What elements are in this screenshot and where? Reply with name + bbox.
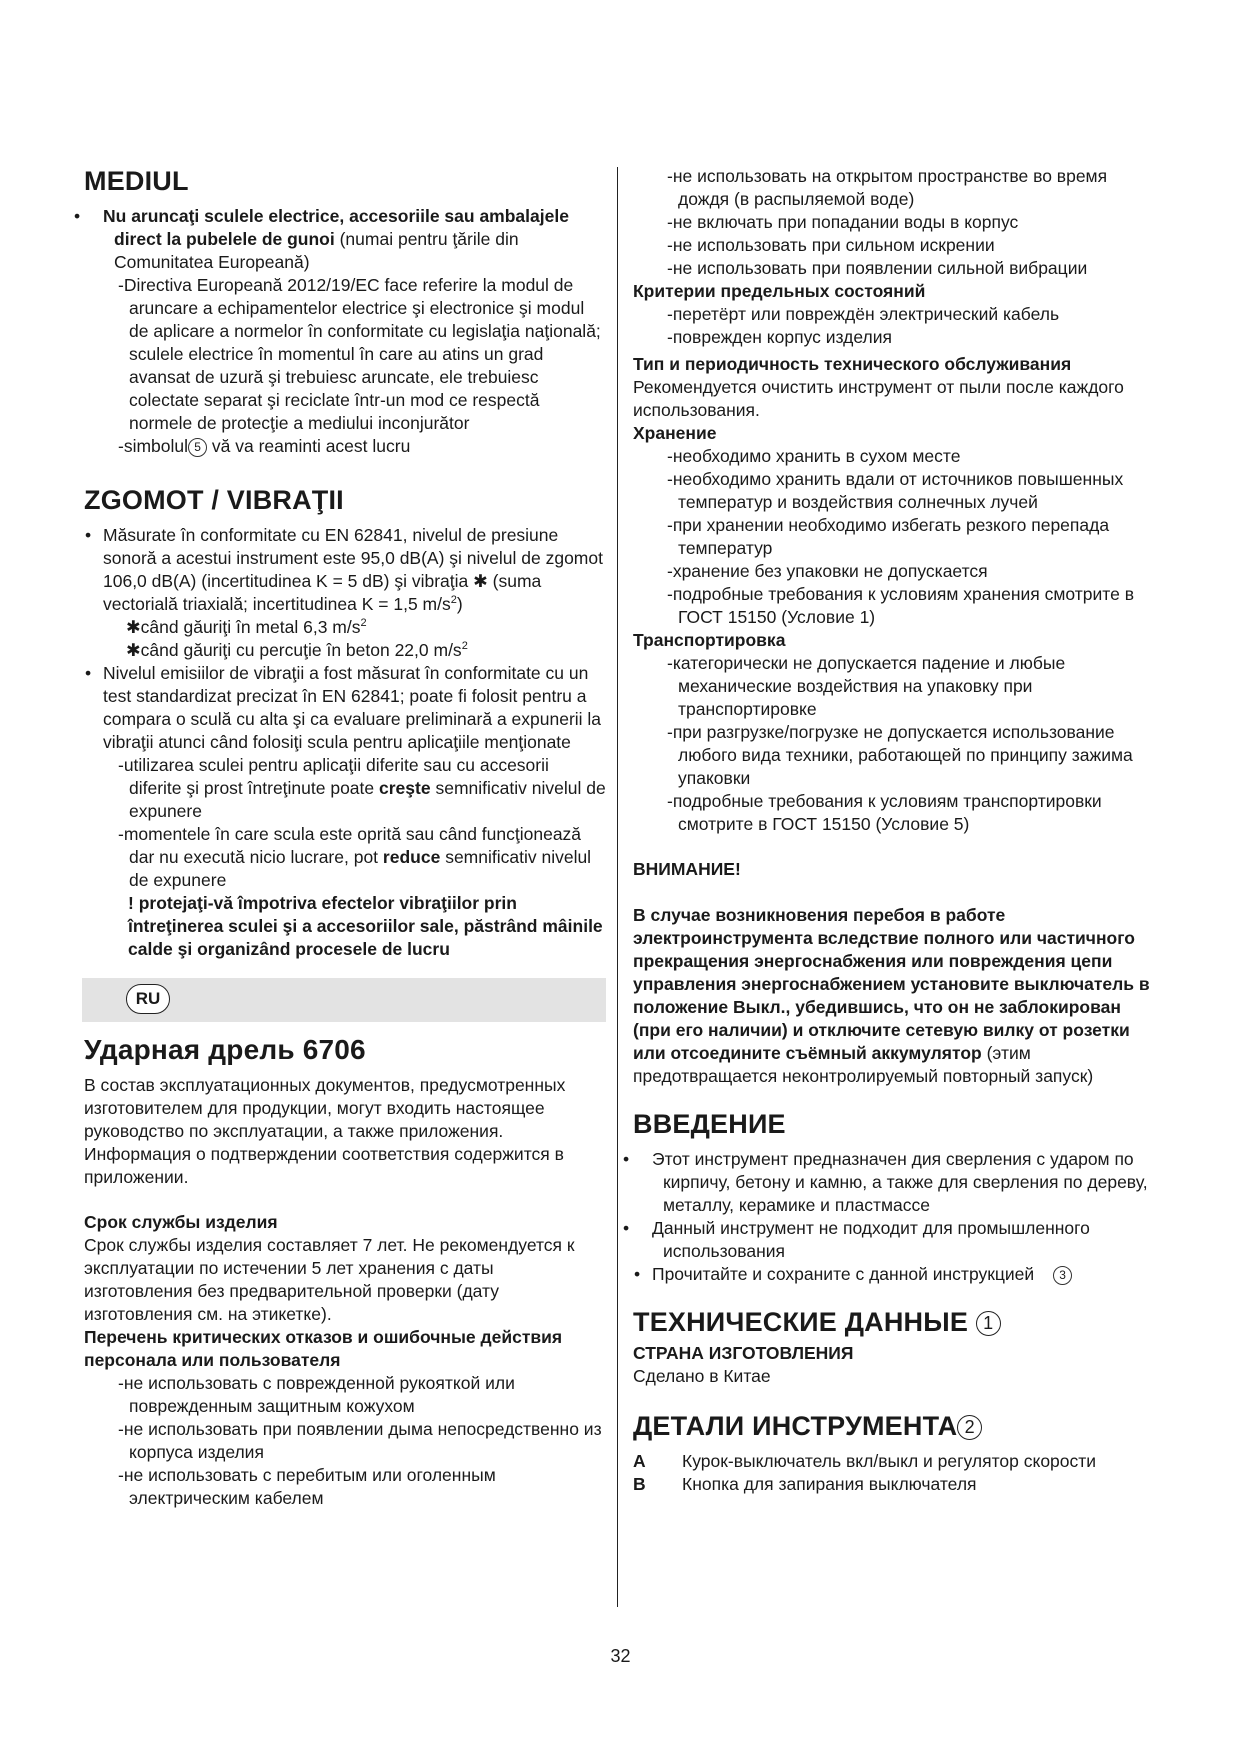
- mediul-bullet: [84, 205, 606, 274]
- part-row: [633, 1450, 1158, 1473]
- vibration-metal-text: ✱când găuriţi în metal 6,3 m/s: [126, 617, 361, 637]
- storage-heading: Хранение: [633, 423, 717, 443]
- failure-item-5: -не включать при попадании воды в корпус: [667, 212, 1019, 232]
- maintenance-text: Рекомендуется очистить инструмент от пыли после каждого использования.: [633, 377, 1124, 420]
- failure-item-2: -не использовать при появлении дыма непосредственно из корпуса изделия: [118, 1419, 602, 1462]
- mediul-bullet-note: (numai pentru ţările din Comunitatea Europeană): [114, 229, 519, 272]
- limit-states-heading: Критерии предельных состояний: [633, 281, 926, 301]
- storage-item-2: -необходимо хранить вдали от источников повышенных температур и воздействия солнечных лучей: [667, 469, 1124, 512]
- storage-item-3: -при хранении необходимо избегать резкого перепада температур: [667, 515, 1110, 558]
- mediul-symbol-line: [84, 435, 606, 458]
- language-bar: [82, 978, 606, 1022]
- country-text: Сделано в Китае: [633, 1366, 771, 1386]
- intro-bullet-2: • Данный инструмент не подходит для промышленного использования: [633, 1217, 1158, 1263]
- zgomot-sub-2-bold: reduce: [382, 847, 441, 867]
- transport-item-2: -при разгрузке/погрузке не допускается использование любого вида техники, работающей по принципу зажима упаковки: [667, 722, 1133, 788]
- mediul-bullet-bold: Nu aruncaţi sculele electrice, accesoriile sau ambalajele direct la pubelele de gunoi: [103, 206, 569, 249]
- country-heading: СТРАНА ИЗГОТОВЛЕНИЯ: [633, 1343, 854, 1363]
- intro-bullet-3: [633, 1263, 1158, 1286]
- transport-item-3: -подробные требования к условиям транспортировки смотрите в ГОСТ 15150 (Условие 5): [667, 791, 1102, 834]
- vibration-concrete-text: ✱când găuriţi cu percuţie în beton 22,0 m/s: [126, 640, 462, 660]
- right-column: [633, 165, 1158, 1496]
- left-column: [84, 165, 606, 1510]
- part-letter: B: [633, 1474, 646, 1494]
- zgomot-sub-1: [84, 754, 606, 823]
- transport-heading: Транспортировка: [633, 630, 786, 650]
- page-number: 32: [610, 1646, 631, 1666]
- part-row: [633, 1473, 1158, 1496]
- part-description: Кнопка для запирания выключателя: [682, 1474, 977, 1494]
- intro-title: ВВЕДЕНИЕ: [633, 1109, 786, 1139]
- intro-bullet-3-text: Прочитайте и сохраните с данной инструкцией: [652, 1264, 1035, 1284]
- attention-note: (этим предотвращается неконтролируемый повторный запуск): [633, 1043, 1094, 1086]
- zgomot-sub-2-text: -momentele în care scula este oprită sau când funcţionează dar nu execută nicio lucrare, pot: [118, 824, 582, 867]
- tech-data-title-text: ТЕХНИЧЕСКИЕ ДАННЫЕ: [633, 1307, 969, 1337]
- attention-paragraph: [633, 904, 1158, 1088]
- tech-data-title: [633, 1306, 1158, 1338]
- vibration-warning: ! protejaţi-vă împotriva efectelor vibraţiilor prin întreţinerea sculei şi a accesoriilor sale, păstrând mâinile calde şi organizând procesele de lucru: [128, 893, 603, 959]
- figure-2-ref: 2: [957, 1415, 982, 1440]
- attention-heading: ВНИМАНИЕ!: [633, 859, 741, 879]
- vibration-concrete-sup: 2: [461, 640, 468, 653]
- zgomot-sub-1-text: -utilizarea sculei pentru aplicaţii diferite sau cu accesorii diferite şi prost întreţinute poate: [118, 755, 549, 798]
- failure-item-4: -не использовать на открытом пространстве во время дождя (в распыляемой воде): [667, 166, 1108, 209]
- zgomot-bullet-2: • Nivelul emisiilor de vibraţii a fost măsurat în conformitate cu un test standardizat precizat în EN 62841; poate fi folosit pentru a compara o sculă cu alta şi ca evaluare preliminară a expunerii la vibraţii atunci când folosiţi scula pentru aplicaţiile menţionate: [84, 662, 606, 754]
- limit-item-2: -поврежден корпус изделия: [667, 327, 892, 347]
- product-title: Ударная дрель 6706: [84, 1034, 366, 1065]
- figure-1-ref: 1: [976, 1311, 1001, 1336]
- attention-bold-text: В случае возникновения перебоя в работе электроинструмента вследствие полного или частичного прекращения энергоснабжения или повреждения цепи управления энергоснабжением установите выключатель в положение Выкл., убедившись, что он не заблокирован (при его наличии) и отключите сетевую вилку от розетки или отсоедините съёмный аккумулятор: [633, 905, 1150, 1063]
- storage-item-4: -хранение без упаковки не допускается: [667, 561, 988, 581]
- figure-5-ref: 5: [188, 438, 207, 457]
- column-divider: [617, 167, 618, 1607]
- limit-item-1: -перетёрт или повреждён электрический кабель: [667, 304, 1060, 324]
- parts-title-text: ДЕТАЛИ ИНСТРУМЕНТА: [633, 1411, 958, 1441]
- mediul-symbol-text: -simbolul: [118, 436, 189, 456]
- part-description: Курок-выключатель вкл/выкл и регулятор скорости: [682, 1451, 1097, 1471]
- conformity-paragraph: Информация о подтверждении соответствия содержится в приложении.: [84, 1144, 564, 1187]
- language-badge: RU: [126, 984, 170, 1014]
- zgomot-bullet-1: [84, 524, 606, 616]
- mediul-directive: -Directiva Europeană 2012/19/EC face referire la modul de aruncare a echipamentelor electrice şi electronice şi modul de aplicare a normelor în conformitate cu legislaţia naţională; sculele electrice în momentul în care au atins un grad avansat de uzură şi trebuiesc aruncate, ele trebuiesc colectate separat şi reciclate într-un mod ce respectă normele de protecţie a mediului inconjurător: [118, 275, 601, 433]
- storage-item-5: -подробные требования к условиям хранения смотрите в ГОСТ 15150 (Условие 1): [667, 584, 1134, 627]
- vibration-concrete: [84, 639, 606, 662]
- mediul-title: MEDIUL: [84, 166, 189, 196]
- zgomot-paren: ): [456, 594, 463, 614]
- docs-paragraph: В состав эксплуатационных документов, предусмотренных изготовителем для продукции, могут входить настоящее руководство по эксплуатации, а также приложения.: [84, 1075, 566, 1141]
- service-life-heading: Срок службы изделия: [84, 1212, 278, 1232]
- zgomot-title: ZGOMOT / VIBRAŢII: [84, 485, 344, 515]
- failure-item-1: -не использовать с поврежденной рукояткой или поврежденным защитным кожухом: [118, 1373, 515, 1416]
- zgomot-sub-1-end: semnificativ nivelul de expunere: [129, 778, 606, 821]
- storage-item-1: -необходимо хранить в сухом месте: [667, 446, 961, 466]
- figure-3-ref: 3: [1053, 1266, 1072, 1285]
- transport-item-1: -категорически не допускается падение и любые механические воздействия на упаковку при транспортировке: [667, 653, 1066, 719]
- parts-list: [633, 1450, 1158, 1496]
- zgomot-sub-2-end: semnificativ nivelul de expunere: [129, 847, 592, 890]
- parts-title: [633, 1410, 1158, 1442]
- vibration-metal-sup: 2: [360, 617, 367, 630]
- maintenance-heading: Тип и периодичность технического обслуживания: [633, 354, 1072, 374]
- intro-bullet-1: • Этот инструмент предназначен дия сверления с ударом по кирпичу, бетону и камню, а также для сверления по дереву, металлу, керамике и пластмассе: [633, 1148, 1158, 1217]
- zgomot-measure-text: Măsurate în conformitate cu EN 62841, nivelul de presiune sonoră a acestui instrument este 95,0 dB(A) şi nivelul de zgomot 106,0 dB(A) (incertitudinea K = 5 dB) şi vibraţia ✱ (suma vectorială triaxială; incertitudinea K = 1,5 m/s: [103, 525, 603, 614]
- failures-heading: Перечень критических отказов и ошибочные действия персонала или пользователя: [84, 1327, 563, 1370]
- service-life-text: Срок службы изделия составляет 7 лет. Не рекомендуется к эксплуатации по истечении 5 лет хранения с даты изготовления без предварительной проверки (дату изготовления см. на этикетке).: [84, 1235, 575, 1324]
- failure-item-7: -не использовать при появлении сильной вибрации: [667, 258, 1088, 278]
- zgomot-sub-2: [84, 823, 606, 892]
- failure-item-3: -не использовать с перебитым или оголенным электрическим кабелем: [118, 1465, 496, 1508]
- zgomot-sub-1-bold: creşte: [379, 778, 431, 798]
- failure-item-6: -не использовать при сильном искрении: [667, 235, 995, 255]
- vibration-metal: [84, 616, 606, 639]
- part-letter: A: [633, 1451, 646, 1471]
- mediul-symbol-text-end: vă va reaminti acest lucru: [211, 436, 411, 456]
- zgomot-sup: 2: [450, 594, 457, 607]
